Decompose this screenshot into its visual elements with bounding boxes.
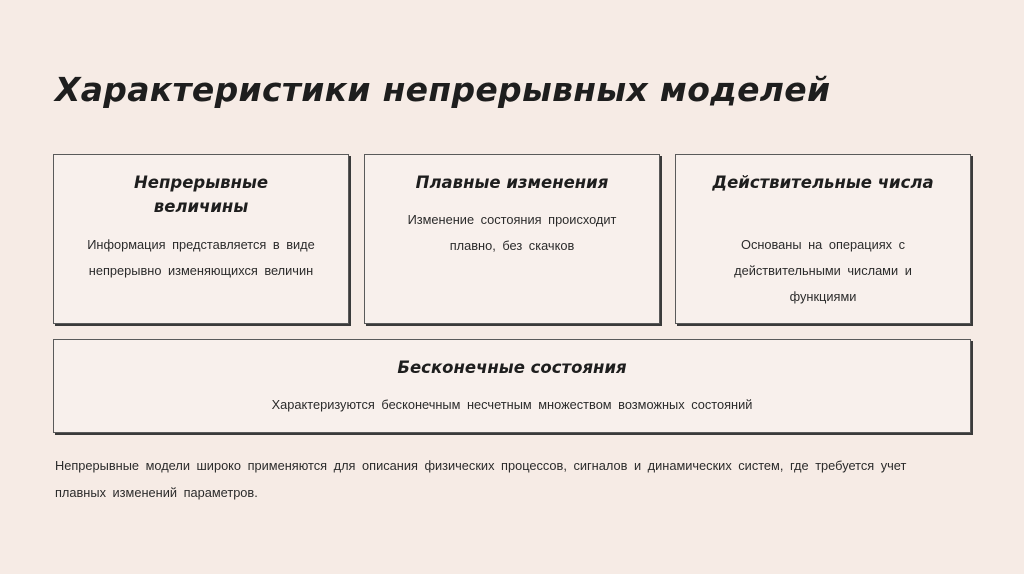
card-title: Непрерывные величины [134,173,269,216]
footer-text: Непрерывные модели широко применяются для описания физических процессов, сигналов и динамических систем, где требуется учет плавных изменений параметров. [55,458,907,500]
card-continuous-values [53,154,349,324]
card-text: Характеризуются бесконечным несчетным множеством возможных состояний [271,397,753,412]
card-infinite-states [53,339,971,433]
card-title: Плавные изменения [415,173,609,192]
card-text: Основаны на операциях с действительными числами и функциями [734,237,912,304]
card-smooth-changes [364,154,660,324]
slide-title: Характеристики непрерывных моделей [55,70,831,109]
card-text: Информация представляется в виде непрерывно изменяющихся величин [87,237,315,278]
card-text: Изменение состояния происходит плавно, без скачков [407,212,617,253]
card-real-numbers [675,154,971,324]
card-title: Действительные числа [712,173,934,192]
card-title: Бесконечные состояния [397,358,627,377]
